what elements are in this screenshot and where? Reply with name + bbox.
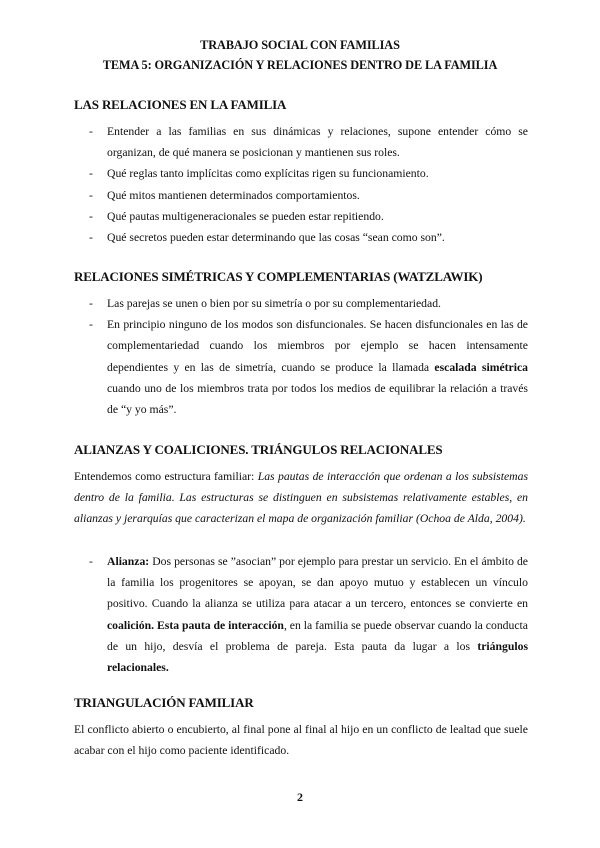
section-1-bullet-list	[0, 121, 600, 248]
quoted-definition: Las pautas de interacción que ordenan a los subsistemas dentro de la familia. Las estructuras se distinguen en subsistemas relativamente estables, en alianzas y jerarquías que caracterizan el mapa de organización familiar (Ochoa de Alda, 2004).	[74, 470, 528, 526]
term-coalicion: coalición. Esta pauta de interacción	[107, 618, 284, 632]
list-item-text: cuando uno de los miembros trata por todos los medios de equilibrar la relación a través de “y yo más”.	[107, 381, 528, 417]
list-item-text: Entender a las familias en sus dinámicas y relaciones, supone entender cómo se organizan, de qué manera se posicionan y mantienen sus roles.	[107, 125, 528, 160]
list-item-text: , en la familia se puede observar cuando la conducta de un hijo, desvía el problema de pareja. Esta pauta da lugar a los	[107, 618, 528, 653]
term-alianza: Alianza:	[107, 555, 150, 568]
list-item-text: Qué pautas multigeneracionales se pueden estar repitiendo.	[107, 209, 384, 223]
list-item-text: Qué reglas tanto implícitas como explícitas rigen su funcionamiento.	[107, 167, 429, 181]
bullet-dash: -	[89, 188, 93, 202]
list-item	[0, 293, 528, 314]
bullet-dash: -	[89, 318, 93, 332]
section-2-bullet-list	[0, 293, 600, 420]
list-item-text: Qué mitos mantienen determinados comportamientos.	[107, 188, 360, 202]
section-heading-triangulacion-familiar: TRIANGULACIÓN FAMILIAR	[74, 695, 254, 710]
list-item	[0, 206, 528, 227]
term-triangulos-relacionales: triángulos relacionales.	[107, 639, 528, 675]
list-item	[0, 185, 528, 206]
list-item	[0, 227, 528, 248]
list-item-text: En principio ninguno de los modos son disfuncionales. Se hacen disfuncionales en las de complementariedad cuando los miembros por ejemplo se hacen intensamente dependientes y en las de simetría, cuando se produce la llamada	[107, 318, 528, 374]
list-item	[0, 551, 528, 678]
course-title: TRABAJO SOCIAL CON FAMILIAS	[200, 38, 400, 52]
section-heading-alianzas-coaliciones: ALIANZAS Y COALICIONES. TRIÁNGULOS RELACIONALES	[74, 442, 443, 457]
bullet-dash: -	[89, 231, 93, 245]
section-heading-simetricas-complementarias: RELACIONES SIMÉTRICAS Y COMPLEMENTARIAS (WATZLAWIK)	[74, 269, 483, 284]
unit-title: TEMA 5: ORGANIZACIÓN Y RELACIONES DENTRO DE LA FAMILIA	[102, 58, 498, 72]
bullet-dash: -	[89, 297, 93, 310]
term-escalada-simetrica: escalada simétrica	[434, 360, 528, 374]
section-heading-relaciones-familia: LAS RELACIONES EN LA FAMILIA	[74, 97, 287, 112]
list-item-text: Qué secretos pueden estar determinando que las cosas “sean como son”.	[107, 231, 445, 245]
bullet-dash: -	[89, 209, 93, 223]
document-header	[0, 35, 600, 75]
bullet-dash: -	[89, 125, 93, 138]
structure-definition-paragraph	[74, 466, 528, 530]
list-item	[0, 121, 528, 163]
bullet-dash: -	[89, 555, 93, 568]
list-item-text: Las parejas se unen o bien por su simetría o por su complementariedad.	[107, 297, 441, 310]
list-item-text: Dos personas se ”asocian” por ejemplo para prestar un servicio. En el ámbito de la familia los progenitores se apoyan, se dan apoyo mutuo y establecen un vínculo positivo. Cuando la alianza se utiliza para atacar a un tercero, entonces se convierte en	[107, 555, 528, 611]
triangulation-paragraph: El conflicto abierto o encubierto, al final pone al final al hijo en un conflicto de lealtad que suele acabar con el hijo como paciente identificado.	[74, 723, 528, 758]
paragraph-text: Entendemos como estructura familiar:	[74, 470, 258, 483]
section-3-bullet-list	[0, 551, 600, 678]
bullet-dash: -	[89, 167, 93, 181]
list-item	[0, 314, 528, 420]
list-item	[0, 163, 528, 184]
page-number: 2	[297, 790, 303, 804]
